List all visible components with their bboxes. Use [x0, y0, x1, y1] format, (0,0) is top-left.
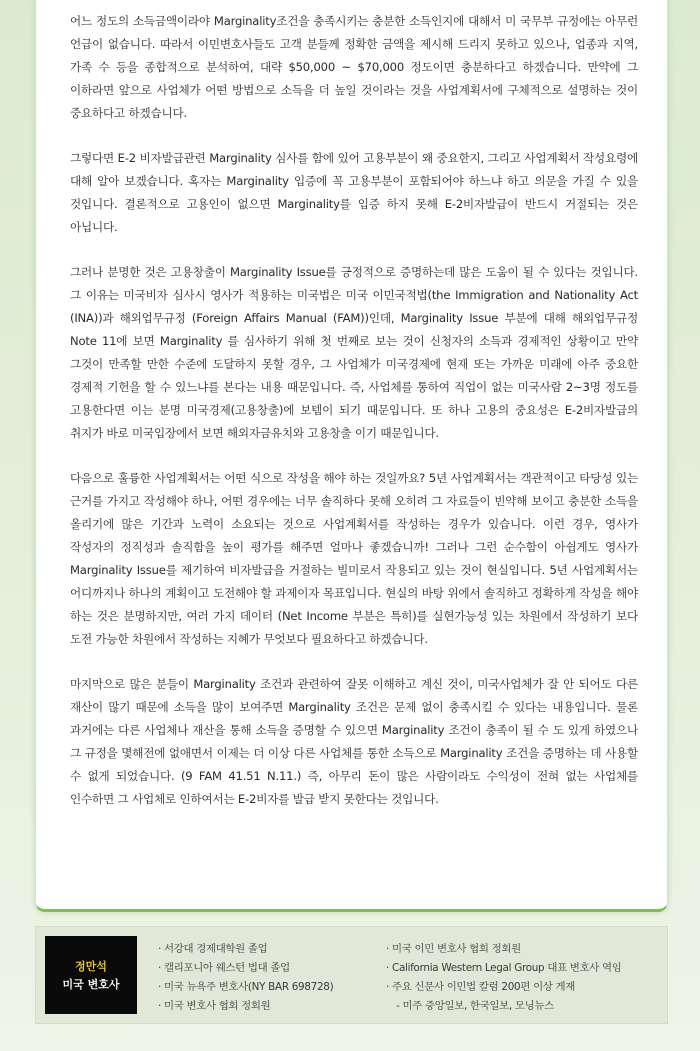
- author-name-box: [45, 936, 137, 1014]
- article-paragraph: 그렇다면 E-2 비자발급관련 Marginality 심사를 함에 있어 고용부분이 왜 중요한지, 그리고 사업계획서 작성요령에 대해 알아 보겠습니다. 혹자는 Marginality 입증에 꼭 고용부분이 포함되어야 하느냐 하고 의문을 가질 수 있을 것입니다. 결론적으로 고용인이 없으면 Marginality를 입증 하지 못해 E-2비자발급이 반드시 거절되는 것은 아닙니다.: [70, 151, 638, 234]
- author-profile: [35, 926, 668, 1024]
- article-paragraph: 어느 정도의 소득금액이라야 Marginality조건을 충족시키는 충분한 소득인지에 대해서 미 국무부 규정에는 아무런 언급이 없습니다. 따라서 이민변호사들도 고객 분들께 정확한 금액을 제시해 드리지 못하고 있으나, 업종과 지역, 가족 수 등을 종합적으로 분석하여, 대략 $50,000 ~ $70,000 정도이면 충분하다고 하겠습니다. 만약에 그 이하라면 앞으로 사업체가 어떤 방법으로 소득을 더 높일 것이라는 것을 사업계획서에 구체적으로 설명하는 것이 중요하다고 하겠습니다.: [70, 14, 638, 120]
- credential-item: · 주요 신문사 이민법 칼럼 200편 이상 게재: [386, 981, 576, 993]
- credential-item: - 미주 중앙일보, 한국일보, 모닝뉴스: [386, 1000, 554, 1012]
- credentials-left: [158, 940, 333, 1016]
- author-title: 미국 변호사: [62, 978, 120, 991]
- article-panel: [35, 0, 668, 912]
- credential-item: · California Western Legal Group 대표 변호사 역임: [386, 962, 622, 974]
- article-paragraph: 다음으로 훌륭한 사업계획서는 어떤 식으로 작성을 해야 하는 것일까요? 5년 사업계획서는 객관적이고 타당성 있는 근거를 가지고 작성해야 하나, 어떤 경우에는 너무 솔직하다 못해 오히려 그 자료들이 빈약해 보이고 충분한 소득을 올리기에 많은 기간과 노력이 소요되는 것으로 사업계획서를 작성하는 경우가 있습니다. 이런 경우, 영사가 작성자의 정직성과 솔직함을 높이 평가를 해주면 얼마나 좋겠습니까! 그러나 그런 순수함이 아쉽게도 영사가 Marginality Issue를 제기하여 비자발급을 거절하는 빌미로서 작용되고 있는 것이 현실입니다. 5년 사업계획서는 어디까지나 하나의 계획이고 도전해야 할 과제이자 목표입니다. 현실의 바탕 위에서 솔직하고 정확하게 작성을 해야 하는 것은 분명하지만, 여러 가지 데이터 (Net Income 부분은 특히)를 실현가능성 있는 차원에서 작성하기 보다 도전 가능한 차원에서 작성하는 지혜가 무엇보다 필요하다고 하겠습니다.: [70, 471, 638, 646]
- credential-item: · 캘리포니아 웨스턴 법대 졸업: [158, 962, 290, 974]
- credential-item: · 미국 뉴욕주 변호사(NY BAR 698728): [158, 981, 334, 993]
- credential-item: · 서강대 경제대학원 졸업: [158, 943, 268, 955]
- credential-item: · 미국 이민 변호사 협회 정회원: [386, 943, 521, 955]
- author-name: 정만석: [75, 960, 107, 973]
- credentials-right: [386, 940, 622, 1016]
- article-paragraph: 마지막으로 많은 분들이 Marginality 조건과 관련하여 잘못 이해하고 계신 것이, 미국사업체가 잘 안 되어도 다른 재산이 많기 때문에 소득을 많이 보여주면 Marginality 조건은 문제 없이 충족시킬 수 있다는 내용입니다. 물론 과거에는 다른 사업체나 재산을 통해 소득을 증명할 수 있으면 Marginality 조건이 충족이 될 수 도 있게 하였으나 그 규정을 몇해전에 없애면서 이제는 더 이상 다른 사업체를 통한 소득으로 Marginality 조건을 증명하는 데 사용할 수 없게 되었습니다. (9 FAM 41.51 N.11.) 즉, 아무리 돈이 많은 사람이라도 수익성이 전혀 없는 사업체를 인수하면 그 사업체로 인하여서는 E-2비자를 발급 받지 못한다는 것입니다.: [70, 677, 638, 806]
- article-paragraph: 그러나 분명한 것은 고용창출이 Marginality Issue를 긍정적으로 증명하는데 많은 도움이 될 수 있다는 것입니다. 그 이유는 미국비자 심사시 영사가 적용하는 미국법은 미국 이민국적법(the Immigration and Nationality Act (INA))과 해외업무규정 (Foreign Affairs Manual (FAM))인데, Marginality Issue 부분에 대해 해외업무규정 Note 11에 보면 Marginality 를 심사하기 위해 첫 번째로 보는 것이 신청자의 소득과 경제적인 상황이고 만약 그것이 만족할 만한 수준에 도달하지 못할 경우, 그 사업체가 미국경제에 현재 또는 가까운 미래에 아주 중요한 경제적 기헌을 할 수 있느냐를 본다는 내용 때문입니다. 즉, 사업체를 통하여 직업이 없는 미국사람 2~3명 정도를 고용한다면 이는 분명 미국경제(고용창출)에 보템이 되기 때문입니다. 또 하나 고용의 중요성은 E-2비자발급의 취지가 바로 미국입장에서 보면 해외자금유치와 고용창출 이기 때문입니다.: [70, 265, 638, 440]
- credential-item: · 미국 변호사 협회 정회원: [158, 1000, 271, 1012]
- article-body: [70, 10, 638, 833]
